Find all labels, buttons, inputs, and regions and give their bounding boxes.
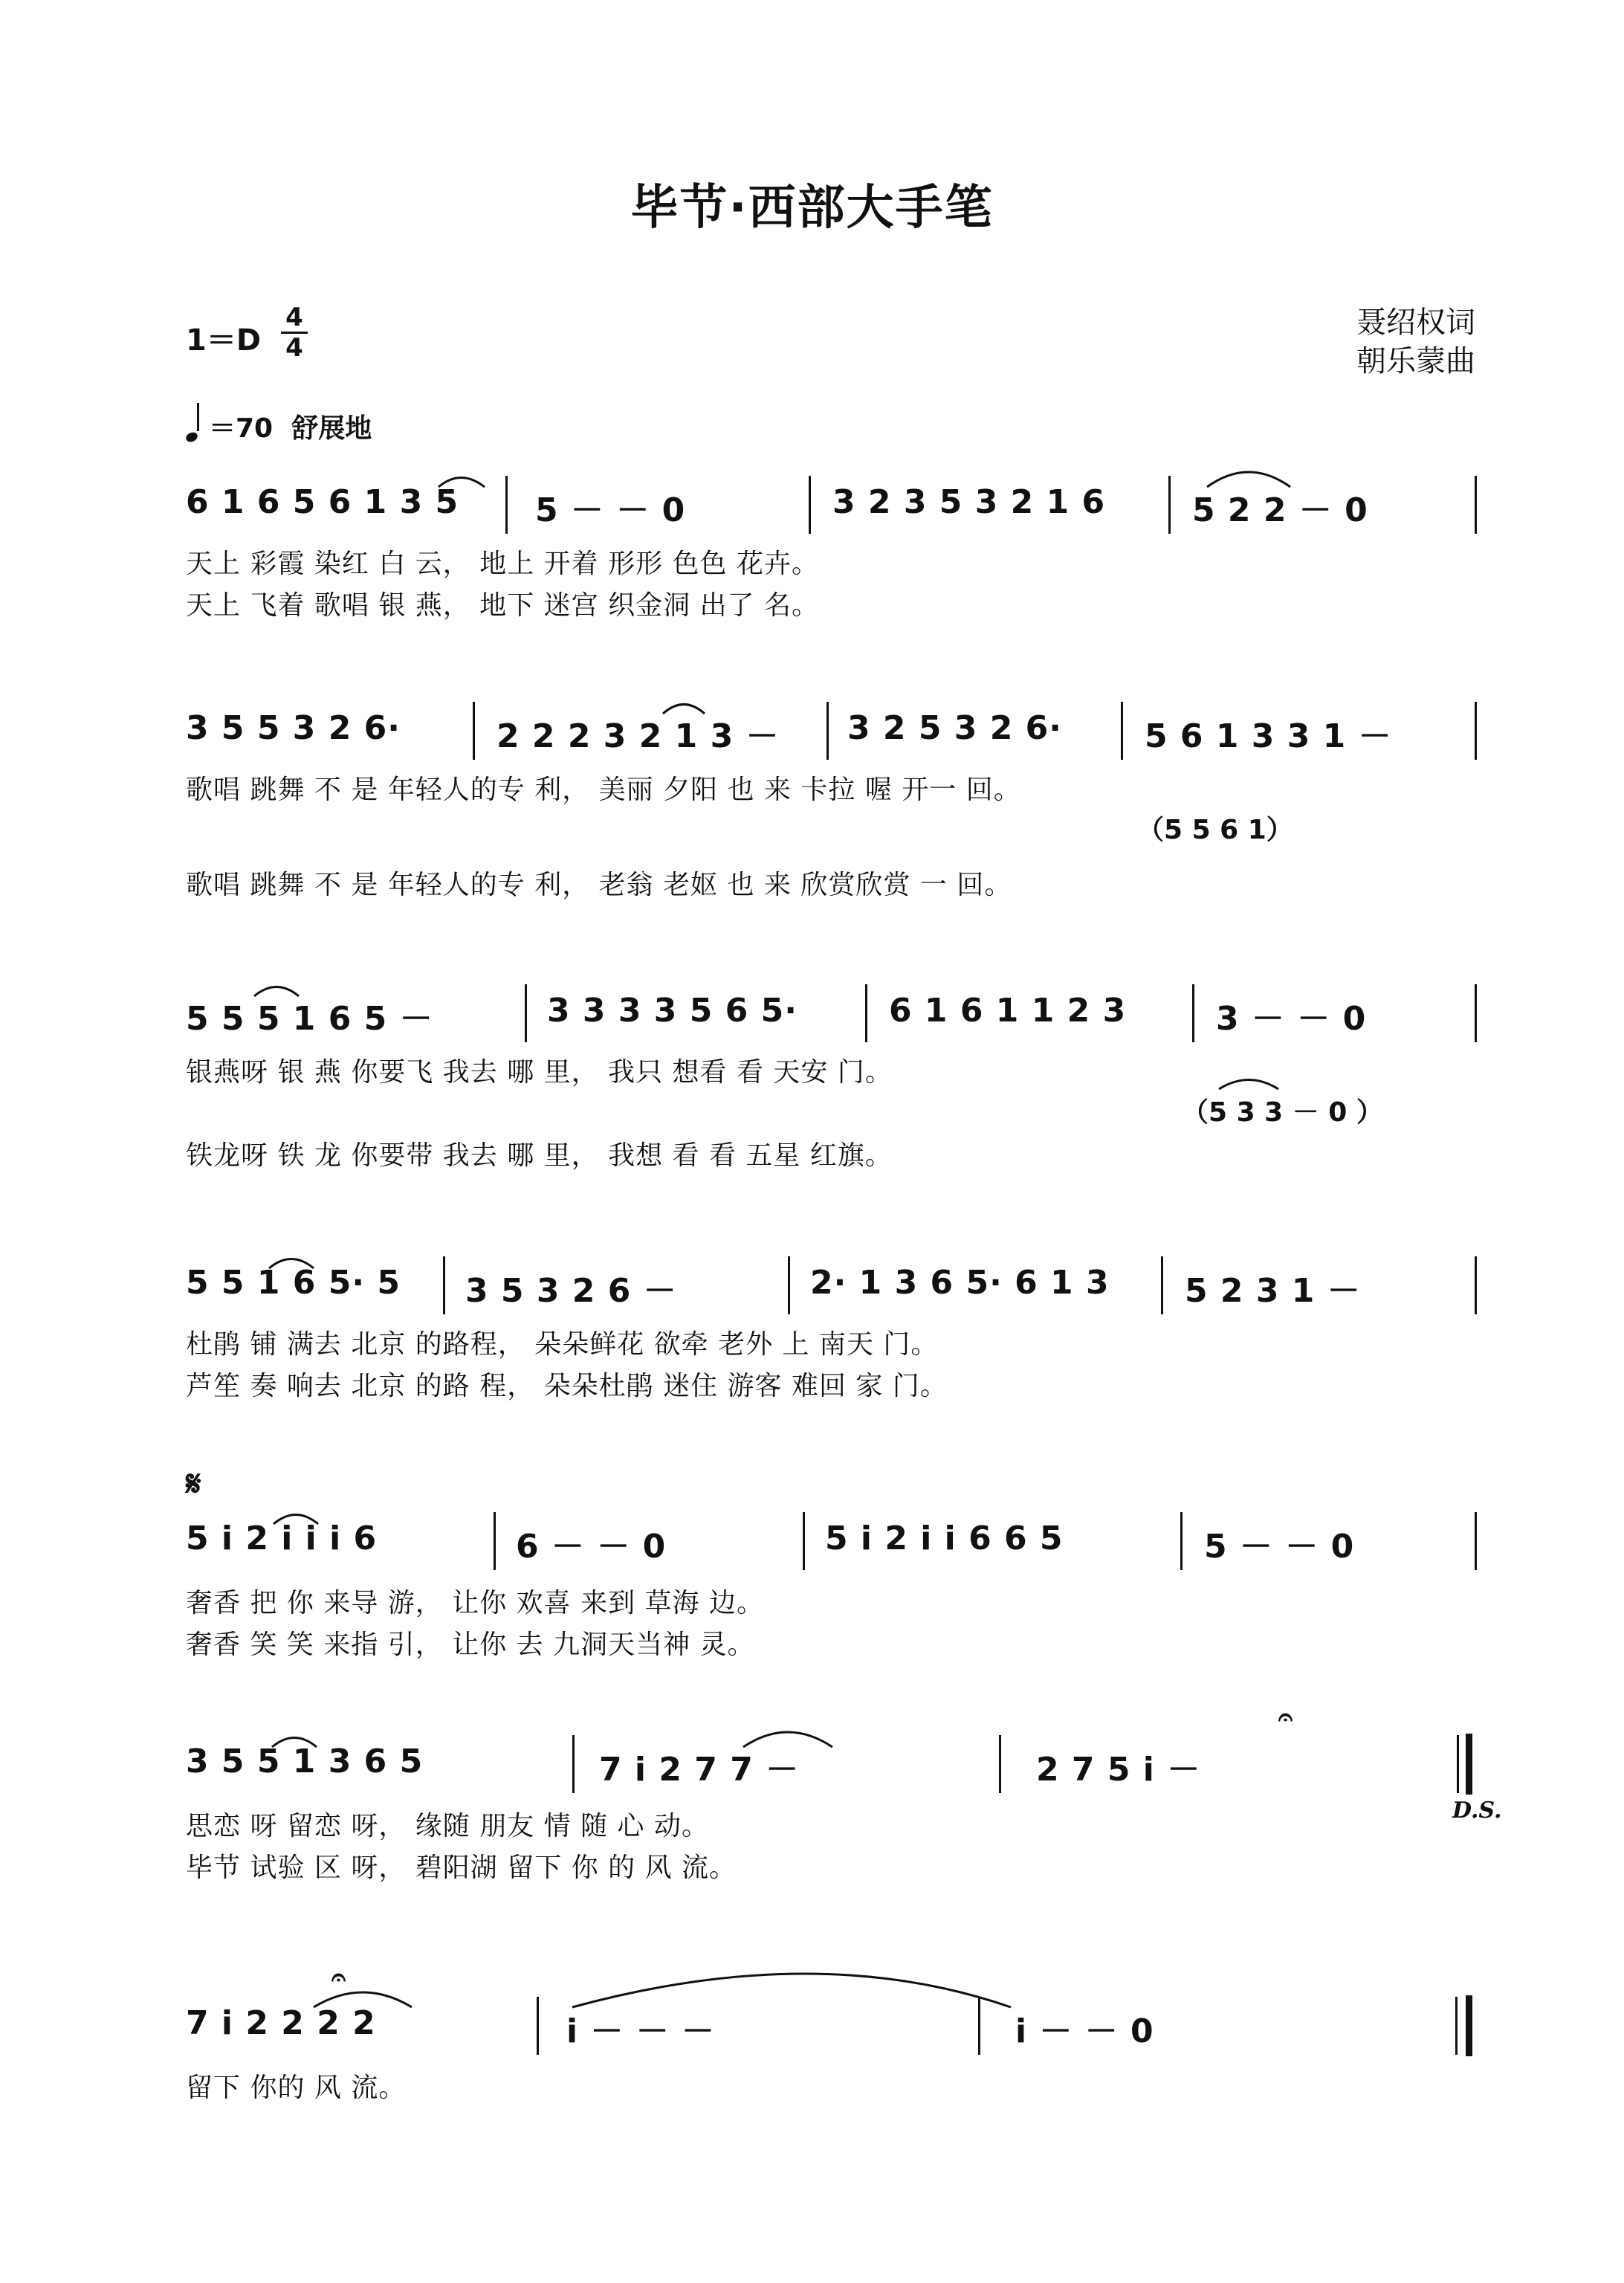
lyric-line-1: 天上 彩霞 染红 白 云， 地上 开着 形形 色色 花卉。	[186, 549, 819, 579]
measure: 5 － － 0	[535, 491, 686, 529]
measure: 5 6 1 3 3 1 －	[1145, 717, 1392, 755]
lyric-line-2: 天上 飞着 歌唱 银 燕， 地下 迷宫 织金洞 出了 名。	[186, 590, 819, 621]
lyric-line-2: 铁龙呀 铁 龙 你要带 我去 哪 里， 我想 看 看 五星 红旗。	[186, 1140, 893, 1171]
lyric-line-1: 银燕呀 银 燕 你要飞 我去 哪 里， 我只 想看 看 天安 门。	[186, 1057, 893, 1088]
measure: 2 7 5 i －	[1036, 1751, 1201, 1789]
fermata-icon: 𝄐	[1278, 1702, 1293, 1732]
dal-segno-marking: D.S.	[1452, 1798, 1502, 1824]
lyric-line-1: 思恋 呀 留恋 呀， 缘随 朋友 情 随 心 动。	[186, 1811, 709, 1841]
tie	[572, 1974, 1011, 2007]
measure: 3 5 5 3 2 6·	[186, 709, 401, 747]
measure: 3 5 5 1 3 6 5	[186, 1743, 424, 1780]
measure: 5 i 2 i i i 6	[186, 1520, 378, 1557]
tempo-bpm: ＝70	[209, 413, 274, 444]
lyric-line-2: 毕节 试验 区 呀， 碧阳湖 留下 你 的 风 流。	[186, 1853, 737, 1883]
slur	[663, 705, 705, 714]
time-signature-bottom: 4	[281, 332, 308, 362]
measure: 3 2 5 3 2 6·	[847, 709, 1062, 747]
segno-icon: 𝄋	[186, 1463, 201, 1505]
measure: 5 5 5 1 6 5 －	[186, 1000, 433, 1038]
slur	[269, 1259, 314, 1269]
slur	[272, 1738, 317, 1748]
measure: 5 － － 0	[1204, 1528, 1355, 1566]
lyric-line-1: 留下 你的 风 流。	[186, 2073, 407, 2103]
composer-credit: 朝乐蒙曲	[1356, 344, 1475, 378]
measure: 3 3 3 3 5 6 5·	[547, 992, 798, 1030]
song-title: 毕节·西部大手笔	[630, 181, 994, 236]
measure: 2· 1 3 6 5· 6 1 3	[810, 1264, 1110, 1302]
interlude-notes: （5 3 3 － 0 ）	[1182, 1097, 1383, 1128]
slur	[274, 1515, 318, 1525]
slur	[1207, 472, 1290, 487]
slur	[439, 478, 485, 488]
measure: 6 1 6 5 6 1 3 5	[186, 483, 459, 521]
measure: i － － 0	[1015, 2012, 1154, 2050]
tempo-expression: 舒展地	[291, 413, 372, 444]
slur	[1219, 1080, 1278, 1090]
measure: 5 5 1 6 5· 5	[186, 1264, 401, 1302]
fermata-icon: 𝄐	[331, 1963, 346, 1992]
measure: 2 2 2 3 2 1 3 －	[496, 717, 780, 755]
lyric-line-1: 歌唱 跳舞 不 是 年轻人的专 利， 美丽 夕阳 也 来 卡拉 喔 开一 回。	[186, 775, 1021, 805]
measure: i － － －	[566, 2012, 716, 2050]
measure: 6 1 6 1 1 2 3	[889, 992, 1127, 1030]
measure: 7 i 2 7 7 －	[599, 1751, 800, 1789]
lyricist-credit: 聂绍权词	[1356, 306, 1475, 340]
measure: 5 2 3 1 －	[1185, 1272, 1361, 1310]
slur	[254, 987, 299, 997]
measure: 3 5 3 2 6 －	[465, 1272, 677, 1310]
key-signature: 1＝D	[186, 323, 262, 358]
lyric-line-2: 奢香 笑 笑 来指 引， 让你 去 九洞天当神 灵。	[186, 1630, 755, 1660]
measure: 3 2 3 5 3 2 1 6	[832, 483, 1106, 521]
interlude-notes: （5 5 6 1）	[1137, 815, 1293, 845]
slur	[314, 1992, 412, 2007]
measure: 5 i 2 i i 6 6 5	[825, 1520, 1064, 1557]
measure: 6 － － 0	[516, 1528, 667, 1566]
slur	[743, 1732, 832, 1747]
lyric-line-2: 歌唱 跳舞 不 是 年轻人的专 利， 老翁 老妪 也 来 欣赏欣赏 一 回。	[186, 870, 1012, 900]
measure: 7 i 2 2 2 2	[186, 2004, 376, 2042]
measure: 5 2 2 － 0	[1192, 491, 1368, 529]
time-signature-top: 4	[285, 303, 303, 332]
measure: 3 － － 0	[1216, 1000, 1367, 1038]
lyric-line-1: 奢香 把 你 来导 游， 让你 欢喜 来到 草海 边。	[186, 1588, 764, 1618]
lyric-line-1: 杜鹃 铺 满去 北京 的路程， 朵朵鲜花 欲牵 老外 上 南天 门。	[186, 1329, 939, 1360]
lyric-line-2: 芦笙 奏 响去 北京 的路 程， 朵朵杜鹃 迷住 游客 难回 家 门。	[186, 1371, 948, 1401]
